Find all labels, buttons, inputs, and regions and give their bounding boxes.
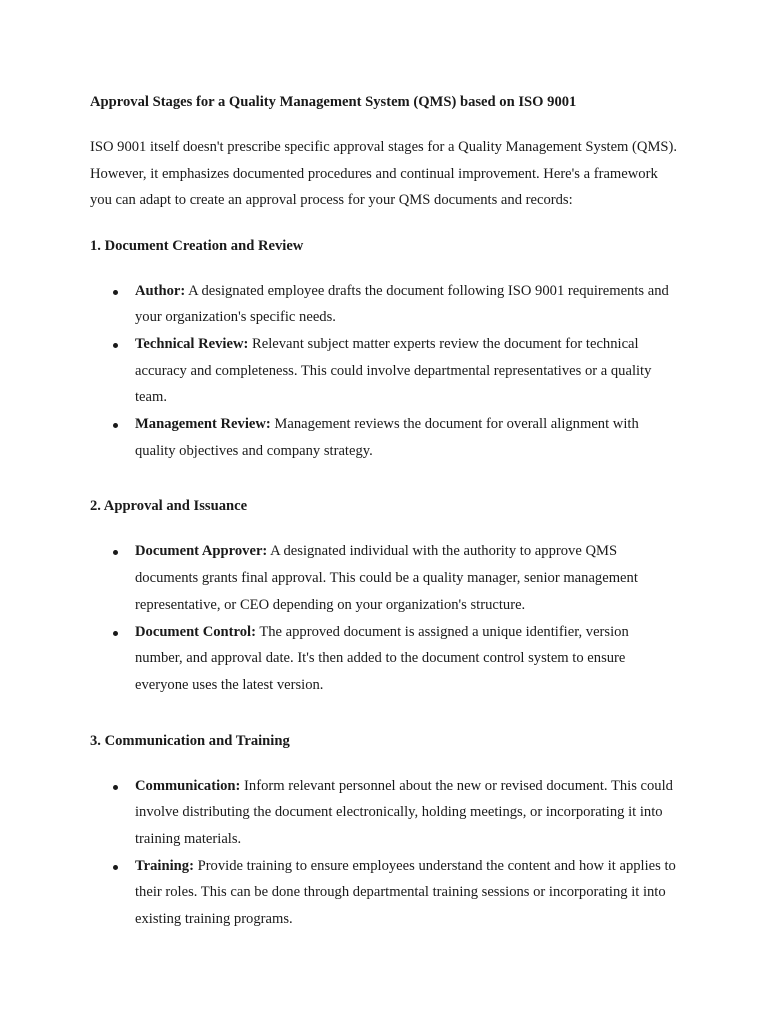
document-title: Approval Stages for a Quality Management System (QMS) based on ISO 9001 bbox=[90, 94, 577, 110]
item-term: Author: bbox=[135, 282, 186, 299]
bullet-icon bbox=[113, 290, 118, 295]
item-term: Document Approver: bbox=[135, 543, 268, 560]
list-item bbox=[90, 331, 680, 411]
item-term: Communication: bbox=[135, 777, 241, 794]
section-2-list bbox=[90, 538, 680, 698]
list-item bbox=[90, 278, 680, 331]
bullet-icon bbox=[113, 865, 118, 870]
section-1-list bbox=[90, 278, 680, 465]
item-term: Technical Review: bbox=[135, 335, 249, 352]
section-3-list bbox=[90, 773, 680, 933]
item-text: Management reviews the document for overall alignment with quality objectives and company strategy. bbox=[135, 416, 639, 459]
item-text: A designated employee drafts the document following ISO 9001 requirements and your organization's specific needs. bbox=[135, 282, 669, 326]
section-heading-approval-issuance: 2. Approval and Issuance bbox=[90, 498, 248, 515]
item-text: Provide training to ensure employees understand the content and how it applies to their roles. This can be done through departmental training sessions or incorporating it into existing training programs. bbox=[135, 857, 676, 928]
bullet-icon bbox=[113, 785, 118, 790]
item-text: Inform relevant personnel about the new or revised document. This could involve distributing the document electronically, holding meetings, or incorporating it into training materials. bbox=[135, 777, 673, 848]
item-term: Document Control: bbox=[135, 623, 256, 640]
bullet-icon bbox=[113, 423, 118, 428]
list-item bbox=[90, 411, 680, 464]
item-text: A designated individual with the authority to approve QMS documents grants final approval. This could be a quality manager, senior management representative, or CEO depending on your organization's structure. bbox=[135, 543, 638, 613]
document-page bbox=[90, 90, 680, 933]
list-item bbox=[90, 538, 680, 618]
item-text: Relevant subject matter experts review the document for technical accuracy and completeness. This could involve departmental representatives or a quality team. bbox=[135, 335, 652, 406]
section-heading-communication-training: 3. Communication and Training bbox=[90, 732, 290, 749]
list-item bbox=[90, 853, 680, 933]
bullet-icon bbox=[113, 550, 118, 555]
bullet-icon bbox=[113, 631, 118, 636]
bullet-icon bbox=[113, 343, 118, 348]
intro-paragraph: ISO 9001 itself doesn't prescribe specific approval stages for a Quality Management System (QMS). However, it emphasizes documented procedures and continual improvement. Here's a framework you can adapt to create an approval process for your QMS documents and records: bbox=[90, 139, 678, 208]
item-text: The approved document is assigned a unique identifier, version number, and approval date. It's then added to the document control system to ensure everyone uses the latest version. bbox=[135, 623, 629, 693]
list-item bbox=[90, 773, 680, 853]
item-term: Training: bbox=[135, 857, 194, 874]
list-item bbox=[90, 619, 680, 699]
section-heading-document-creation: 1. Document Creation and Review bbox=[90, 237, 304, 254]
item-term: Management Review: bbox=[135, 416, 271, 433]
